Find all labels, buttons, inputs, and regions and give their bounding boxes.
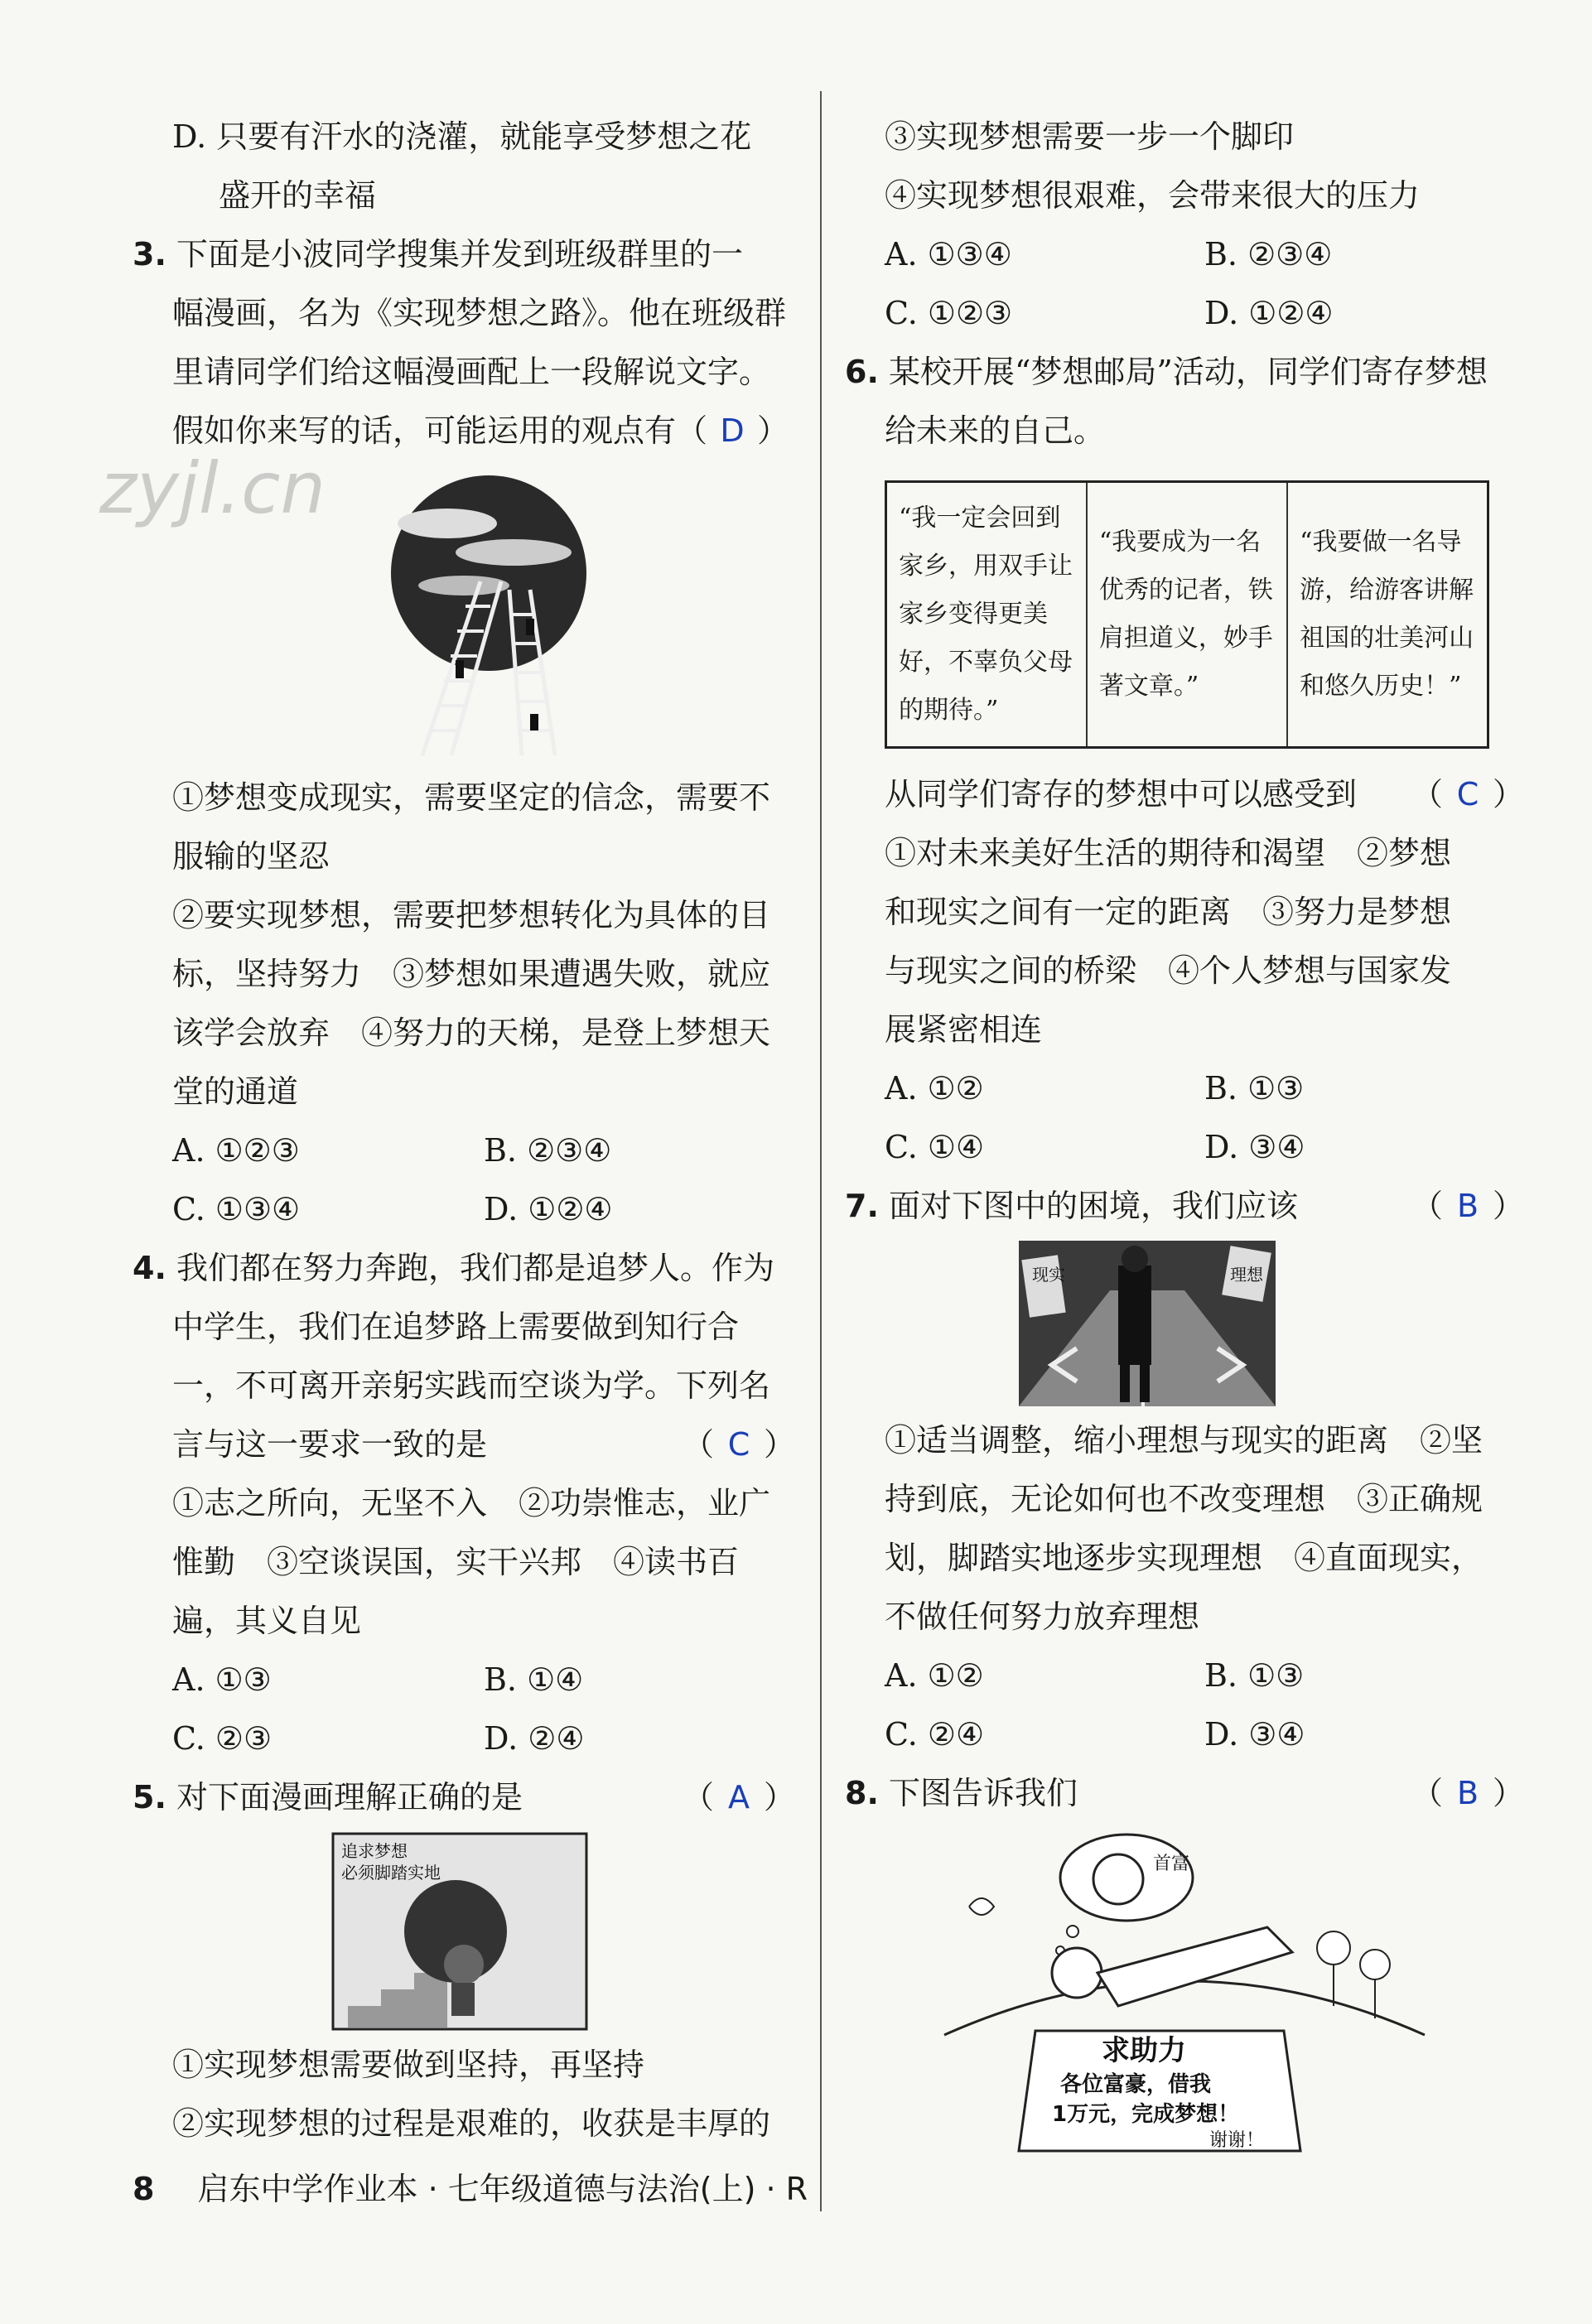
page-footer [133, 2163, 808, 2209]
statement: ①对未来美好生活的期待和渴望 ②梦想 [885, 835, 1452, 871]
question-number: 3. [133, 236, 166, 272]
options-row [845, 225, 1524, 284]
question-text: 幅漫画，名为《实现梦想之路》。他在班级群 [172, 295, 787, 331]
statement: 服输的坚忍 [172, 838, 330, 875]
answer-letter: B [1456, 1188, 1479, 1224]
answer-bracket: （ B ） [1411, 1764, 1524, 1823]
question-text: 里请同学们给这幅漫画配上一段解说文字。 [172, 354, 771, 390]
answer-bracket: （ B ） [1411, 1177, 1524, 1236]
question-prompt: 从同学们寄存的梦想中可以感受到 [885, 776, 1358, 812]
statement: ②要实现梦想，需要把梦想转化为具体的目 [172, 897, 771, 933]
column-divider [820, 91, 822, 2211]
question-text: 面对下图中的困境，我们应该 [888, 1188, 1298, 1224]
dream-table [885, 480, 1489, 749]
option-b: B. ①③ [1204, 1657, 1305, 1694]
left-column [133, 108, 795, 2153]
option-a: A. ①③ [172, 1661, 272, 1698]
question-5 [133, 1768, 795, 2153]
option-a: A. ①② [885, 1657, 984, 1694]
option-c: C. ①④ [885, 1129, 985, 1165]
question-text: 下面是小波同学搜集并发到班级群里的一 [176, 236, 743, 272]
option-d: D. ①②④ [484, 1191, 613, 1227]
answer-letter: A [727, 1779, 750, 1815]
statement: 与现实之间的桥梁 ④个人梦想与国家发 [885, 952, 1452, 989]
statement: ①梦想变成现实，需要坚定的信念，需要不 [172, 779, 771, 816]
options-row [133, 1709, 795, 1768]
option-c: C. ②④ [885, 1716, 985, 1753]
dream-cell-2: “我要成为一名优秀的记者，铁肩担道义，妙手著文章。” [1087, 482, 1287, 748]
statement: 展紧密相连 [885, 1011, 1043, 1048]
statement: ②实现梦想的过程是艰难的，收获是丰厚的 [172, 2105, 771, 2142]
question-text: 假如你来写的话，可能运用的观点有（ D ） [133, 402, 795, 460]
question-text: 对下面漫画理解正确的是 [176, 1779, 523, 1815]
answer-letter: C [727, 1426, 750, 1463]
statement: 划，脚踏实地逐步实现理想 ④直面现实， [885, 1540, 1483, 1576]
thought-bubble-text: 首富 [1153, 1854, 1190, 1874]
statement: 标，坚持努力 ③梦想如果遭遇失败，就应 [172, 956, 771, 992]
question-text: 一，不可离开亲躬实践而空谈为学。下列名 [172, 1367, 771, 1404]
statement: ③实现梦想需要一步一个脚印 [885, 118, 1295, 155]
answer-letter: D [720, 412, 745, 449]
dream-cell-1: “我一定会回到家乡，用双手让家乡变得更美好，不辜负父母的期待。” [886, 482, 1087, 748]
sign-line-2: 各位富豪，借我 [1060, 2072, 1212, 2097]
statement: 不做任何努力放弃理想 [885, 1598, 1200, 1635]
question-6 [845, 343, 1524, 1177]
answer-bracket: （ C ） [1411, 765, 1524, 824]
question-4 [133, 1239, 795, 1768]
statement: 持到底，无论如何也不改变理想 ③正确规 [885, 1481, 1483, 1517]
option-b: B. ②③④ [484, 1132, 612, 1169]
question-text [133, 1415, 795, 1474]
option-d: D. ②④ [484, 1720, 585, 1757]
option-b: B. ①③ [1204, 1070, 1305, 1107]
option-c: C. ②③ [172, 1720, 273, 1757]
options-row [845, 284, 1524, 343]
cartoon-label-reality: 现实 [1032, 1265, 1065, 1285]
option-a: A. ①② [885, 1070, 984, 1107]
dream-cell-3: “我要做一名导游，给游客讲解祖国的壮美河山和悠久历史！” [1287, 482, 1488, 748]
question-text: 某校开展“梦想邮局”活动，同学们寄存梦想 [888, 354, 1488, 390]
statement: ④实现梦想很艰难，会带来很大的压力 [885, 177, 1421, 214]
statement: 该学会放弃 ④努力的天梯，是登上梦想天 [172, 1015, 771, 1051]
question-3 [133, 225, 795, 1239]
stairs-cartoon [331, 1832, 588, 2031]
statement: 遍，其义自见 [172, 1603, 362, 1639]
option-b: B. ②③④ [1204, 236, 1333, 272]
question-7 [845, 1177, 1524, 1764]
statement: 和现实之间有一定的距离 ③努力是梦想 [885, 894, 1452, 930]
options-row [845, 1705, 1524, 1764]
option-d: D. ①②④ [1204, 295, 1334, 331]
options-row [845, 1059, 1524, 1118]
question-text [845, 765, 1524, 824]
begging-dreamer-cartoon [936, 1828, 1433, 2159]
answer-bracket: （ A ） [683, 1768, 795, 1827]
right-column [845, 108, 1524, 2164]
question-number: 4. [133, 1250, 166, 1286]
sign-line-1: 求助力 [1102, 2034, 1186, 2067]
question-text: 中学生，我们在追梦路上需要做到知行合 [172, 1309, 740, 1345]
q2-option-d-line1: D. 只要有汗水的浇灌，就能享受梦想之花 [172, 118, 752, 155]
option-b: B. ①④ [484, 1661, 584, 1698]
statement: 堂的通道 [172, 1073, 299, 1110]
answer-bracket: （ C ） [683, 1415, 795, 1474]
question-8 [845, 1764, 1524, 2159]
crossroads-cartoon [1019, 1241, 1276, 1406]
statement: 惟勤 ③空谈误国，实干兴邦 ④读书百 [172, 1544, 740, 1580]
watermark: zyjl.cn [99, 447, 326, 530]
options-row [133, 1651, 795, 1709]
statement: ①志之所向，无坚不入 ②功崇惟志，业广 [172, 1485, 771, 1521]
cartoon-label-ideal: 理想 [1230, 1265, 1263, 1285]
options-row [133, 1180, 795, 1239]
option-c: C. ①②③ [885, 295, 1013, 331]
cartoon-caption-2: 必须脚踏实地 [341, 1863, 441, 1883]
statement: ①实现梦想需要做到坚持，再坚持 [172, 2047, 645, 2083]
sign-line-3: 1万元，完成梦想！ [1052, 2102, 1240, 2127]
question-number: 8. [845, 1775, 879, 1811]
option-d: D. ③④ [1204, 1716, 1305, 1753]
question-text-line: 假如你来写的话，可能运用的观点有（ [172, 412, 708, 449]
options-row [133, 1121, 795, 1180]
answer-letter: B [1456, 1775, 1479, 1811]
options-row [845, 1118, 1524, 1177]
answer-letter: C [1456, 776, 1479, 812]
option-c: C. ①③④ [172, 1191, 301, 1227]
statement: ①适当调整，缩小理想与现实的距离 ②坚 [885, 1422, 1483, 1459]
question-text: 下图告诉我们 [888, 1775, 1078, 1811]
cartoon-caption-1: 追求梦想 [341, 1841, 408, 1861]
question-text-line: 言与这一要求一致的是 [172, 1426, 488, 1463]
option-a: A. ①③④ [885, 236, 1012, 272]
option-d: D. ③④ [1204, 1129, 1305, 1165]
question-number: 6. [845, 354, 879, 390]
page-number: 8 [133, 2171, 155, 2207]
options-row [845, 1647, 1524, 1705]
footer-title: 启东中学作业本 · 七年级道德与法治(上) · R [197, 2171, 808, 2207]
ladder-cartoon [364, 465, 613, 764]
question-number: 5. [133, 1779, 166, 1815]
option-a: A. ①②③ [172, 1132, 300, 1169]
sign-line-4: 谢谢！ [1209, 2130, 1265, 2151]
q2-option-d-line2: 盛开的幸福 [219, 177, 377, 214]
question-number: 7. [845, 1188, 879, 1224]
question-text: 我们都在努力奔跑，我们都是追梦人。作为 [176, 1250, 774, 1286]
question-text: 给未来的自己。 [885, 412, 1106, 449]
